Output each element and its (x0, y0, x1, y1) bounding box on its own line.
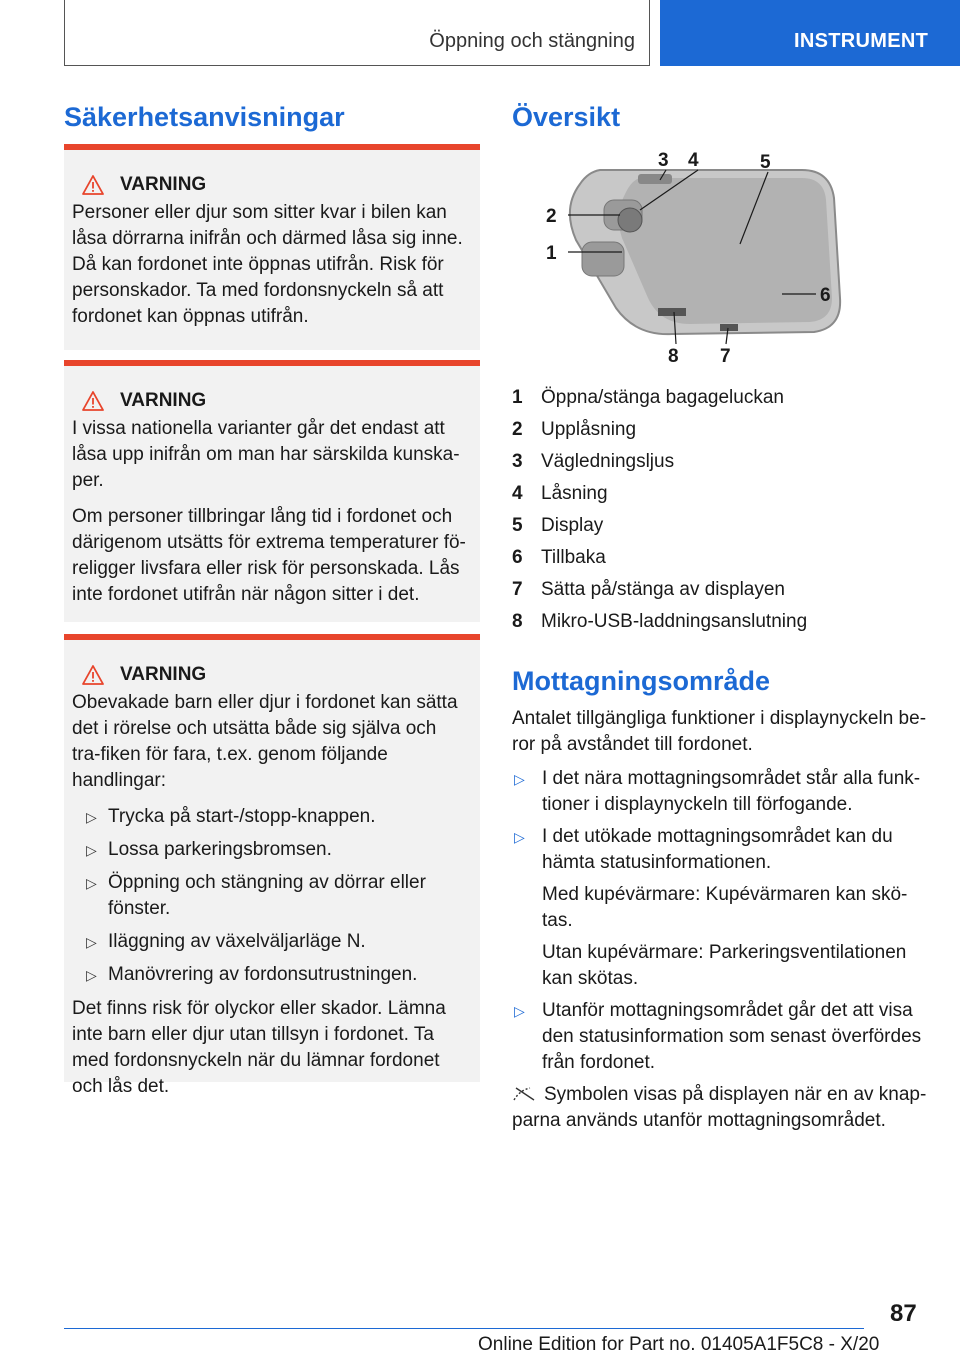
figure-label-5: 5 (760, 152, 771, 173)
legend-row (512, 606, 932, 638)
key-power-button (720, 324, 738, 331)
list-item-text: Manövrering av fordonsutrustningen. (108, 964, 418, 985)
figure-label-4: 4 (688, 150, 699, 171)
header-chapter-tab[interactable] (660, 0, 960, 66)
warning-box-3 (64, 634, 480, 1097)
legend-row (512, 574, 932, 606)
legend-text: Vägledningsljus (541, 451, 675, 472)
legend-row (512, 382, 932, 414)
list-item (72, 929, 470, 955)
legend-text: Display (541, 515, 604, 536)
triangle-bullet-icon: ▷ (86, 934, 97, 950)
legend-number: 7 (512, 579, 523, 600)
reception-heading: Mottagningsområde (512, 666, 771, 696)
page-number: 87 (890, 1300, 917, 1327)
symbol-note-text: Symbolen visas på displayen när en av knap-parna används utanför mottagningsområdet. (512, 1084, 927, 1131)
figure-label-8: 8 (668, 346, 679, 367)
legend-number: 4 (512, 483, 523, 504)
legend-text: Tillbaka (541, 547, 606, 568)
key-screen (619, 178, 832, 324)
legend-text: Mikro-USB-laddningsanslutning (541, 611, 808, 632)
legend-row (512, 446, 932, 478)
list-item-text: Trycka på start-/stopp-knappen. (108, 806, 376, 827)
legend-text: Upplåsning (541, 419, 637, 440)
list-item-text: Utanför mottagningsområdet går det att visa den statusinformation som senast överfördes från fordonet. (542, 1000, 922, 1073)
triangle-bullet-icon: ▷ (514, 1003, 525, 1019)
triangle-bullet-icon: ▷ (514, 771, 525, 787)
overview-heading: Översikt (512, 102, 621, 132)
warning-bullet-list (72, 804, 470, 988)
header-section-title: Öppning och stängning (429, 30, 635, 52)
list-item (72, 962, 470, 988)
legend-text: Sätta på/stänga av displayen (541, 579, 786, 600)
warning-text: Om personer tillbringar lång tid i fordonet och därigenom utsätts för extrema temperaturer fö-religger livsfara eller risk för personskada. Lås inte fordonet utifrån när någon sitter i det. (72, 506, 466, 605)
legend-number: 8 (512, 611, 523, 632)
warning-title-text: VARNING (120, 390, 207, 411)
header-section-box (64, 0, 650, 66)
warning-box-2 (64, 360, 480, 622)
legend-number: 1 (512, 387, 523, 408)
warning-title (82, 172, 470, 198)
key-lock-button (618, 208, 642, 232)
list-item (512, 824, 932, 992)
legend-row (512, 478, 932, 510)
figure-label-1: 1 (546, 243, 557, 264)
warning-triangle-icon (82, 391, 104, 411)
legend-row (512, 542, 932, 574)
list-item (72, 837, 470, 863)
triangle-bullet-icon: ▷ (86, 967, 97, 983)
warning-text: Personer eller djur som sitter kvar i bilen kan låsa dörrarna inifrån och därmed låsa sig inne. Då kan fordonet inte öppnas utifrån. Risk för personskador. Ta med fordonsnyckeln så att fordonet kan öppnas utifrån. (72, 202, 463, 327)
warning-title-text: VARNING (120, 174, 207, 195)
list-item-text: Iläggning av växelväljarläge N. (108, 931, 366, 952)
safety-heading: Säkerhetsanvisningar (64, 102, 345, 132)
key-guide-light (638, 174, 672, 184)
legend-number: 2 (512, 419, 523, 440)
reception-intro: Antalet tillgängliga funktioner i displaynyckeln be-ror på avståndet till fordonet. (512, 708, 927, 755)
legend-text: Öppna/stänga bagageluckan (541, 387, 784, 408)
warning-box-1 (64, 144, 480, 350)
triangle-bullet-icon: ▷ (86, 875, 97, 891)
warning-text: I vissa nationella varianter går det endast att låsa upp inifrån om man har särskilda kunska-per. (72, 418, 460, 491)
legend-row (512, 510, 932, 542)
figure-legend (512, 382, 932, 638)
legend-number: 6 (512, 547, 523, 568)
warning-triangle-icon (82, 175, 104, 195)
warning-intro: Obevakade barn eller djur i fordonet kan sätta det i rörelse och utsätta både sig själva och tra-fiken för fara, t.ex. genom följande handlingar: (72, 692, 458, 791)
list-item-text: I det utökade mottagningsområdet kan du hämta statusinformationen. (542, 826, 893, 873)
figure-label-6: 6 (820, 285, 831, 306)
list-item-text: Öppning och stängning av dörrar eller fönster. (108, 872, 426, 919)
triangle-bullet-icon: ▷ (86, 809, 97, 825)
symbol-note (512, 1082, 932, 1134)
list-item (512, 998, 932, 1076)
list-item-subtext: Med kupévärmare: Kupévärmaren kan skö-tas. (542, 884, 908, 931)
page-header (0, 0, 960, 66)
reception-list (512, 766, 932, 1076)
list-item-text: Lossa parkeringsbromsen. (108, 839, 332, 860)
warning-title (82, 662, 470, 688)
legend-number: 5 (512, 515, 523, 536)
list-item (72, 870, 470, 922)
warning-title (82, 388, 470, 414)
warning-title-text: VARNING (120, 664, 207, 685)
display-key-illustration (540, 148, 850, 370)
legend-row (512, 414, 932, 446)
list-item-text: I det nära mottagningsområdet står alla funk-tioner i displaynyckeln till förfogande. (542, 768, 921, 815)
figure-label-7: 7 (720, 346, 731, 367)
triangle-bullet-icon: ▷ (514, 829, 525, 845)
reception-section (512, 706, 932, 1142)
out-of-range-symbol-icon (512, 1086, 538, 1102)
list-item-subtext: Utan kupévärmare: Parkeringsventilationen kan skötas. (542, 942, 907, 989)
footer-divider (64, 1328, 864, 1329)
warning-outro: Det finns risk för olyckor eller skador. Lämna inte barn eller djur utan tillsyn i fordonet. Ta med fordonsnyckeln när du lämnar fordonet och lås det. (72, 998, 446, 1097)
key-usb-port (658, 308, 686, 316)
list-item (72, 804, 470, 830)
triangle-bullet-icon: ▷ (86, 842, 97, 858)
legend-text: Låsning (541, 483, 608, 504)
figure-label-2: 2 (546, 206, 557, 227)
figure-label-3: 3 (658, 150, 669, 171)
warning-triangle-icon (82, 665, 104, 685)
key-trunk-button (582, 242, 624, 276)
list-item (512, 766, 932, 818)
edition-footer: Online Edition for Part no. 01405A1F5C8 - X/20 (478, 1334, 880, 1355)
legend-number: 3 (512, 451, 523, 472)
header-chapter-label: INSTRUMENT (794, 30, 929, 52)
